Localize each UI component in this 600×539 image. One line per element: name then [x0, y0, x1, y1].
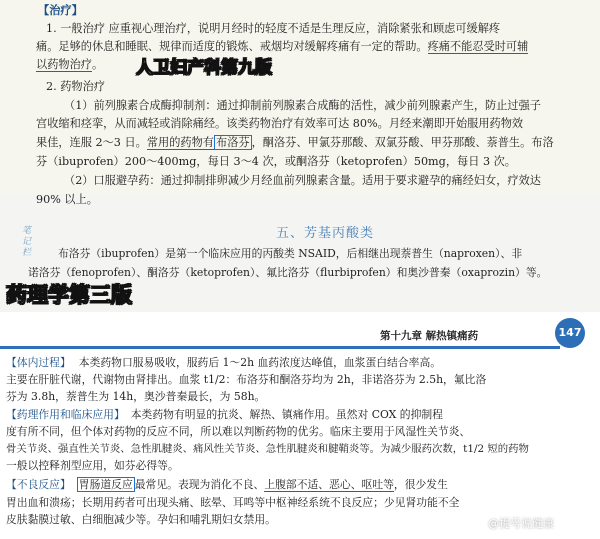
paragraph-line: [36, 136, 554, 150]
paragraph-line: 度有所不同，但个体对药物的反应不同，所以难以判断药物的优劣。临床主要用于风湿性关节炎、: [6, 425, 471, 438]
chapter-header: 第十九章 解热镇痛药: [380, 330, 479, 342]
paragraph-line: 芬为 3.8h，萘普生为 14h，奥沙普秦最长，为 58h。: [6, 390, 266, 403]
paragraph-line: （2）口服避孕药：通过抑制排卵减少月经血前列腺素含量。适用于要求避孕的痛经妇女，疗效达: [64, 174, 541, 187]
paragraph-line: （1）前列腺素合成酶抑制剂：通过抑制前列腺素合成酶的活性，减少前列腺素产生，防止过强子: [64, 99, 541, 112]
treatment-heading: 【治疗】: [38, 3, 83, 17]
paragraph-line: 90% 以上。: [36, 193, 98, 206]
paragraph-text: 果佳，连服 2～3 日。: [36, 136, 147, 149]
highlighted-text: 疼痛不能忍受时可辅: [427, 40, 529, 53]
highlighted-text: 常用的药物有: [146, 136, 214, 149]
paragraph-line: [6, 478, 448, 492]
paragraph-text: ，酮洛芬、甲氯芬那酸、双氯芬酸、甲芬那酸、萘普生。布洛: [251, 136, 554, 149]
notes-column-label: 笔记栏: [22, 226, 32, 258]
boxed-term: 胃肠道反应: [78, 478, 133, 491]
general-treatment-line: [46, 22, 500, 36]
paragraph-line: [6, 356, 441, 370]
section-title: 五、芳基丙酸类: [276, 226, 375, 241]
section-tag: 【体内过程】: [6, 356, 71, 369]
watermark: @提号说健康: [488, 517, 554, 530]
paragraph-line: 胃出血和溃疡；长期用药者可出现头痛、眩晕、耳鸣等中枢神经系统不良反应；少见肾功能不全: [6, 496, 460, 509]
paragraph-line: 主要在肝脏代谢，代谢物由肾排出。血浆 t1/2：布洛芬和酮洛芬均为 2h，非诺洛芬为 2.5h，氟比洛: [6, 373, 487, 386]
section-tag: 【不良反应】: [6, 478, 71, 491]
paragraph-line: [36, 40, 528, 54]
antipyretic-chapter-excerpt: [0, 312, 600, 539]
section-tag: 【药理作用和临床应用】: [6, 408, 125, 421]
pharmacology-textbook-excerpt: [0, 194, 600, 312]
paragraph-line: 皮肤黏膜过敏、白细胞减少等。孕妇和哺乳期妇女禁用。: [6, 513, 276, 526]
paragraph-text: 。: [91, 58, 104, 71]
paragraph-line: [36, 58, 103, 72]
gynecology-textbook-excerpt: [0, 0, 600, 194]
highlighted-text: 上腹部不适、恶心、呕吐等: [264, 478, 394, 491]
header-rule: [0, 346, 560, 349]
general-treatment-title: 一般治疗: [60, 22, 105, 35]
drug-treatment-heading: 2. 药物治疗: [46, 80, 105, 93]
paragraph-line: 布洛芬（ibuprofen）是第一个临床应用的丙酸类 NSAID，后相继出现萘普生（naproxen）、非: [58, 247, 523, 260]
item-number: 1.: [46, 22, 61, 35]
source-label-pharmacology: 药理学第三版: [6, 283, 132, 307]
paragraph-line: 宫收缩和痉挛，从而减轻或消除痛经。该类药物治疗有效率可达 80%。月经来潮即开始服用药物效: [36, 117, 524, 130]
paragraph-text: ，很少发生: [393, 478, 448, 491]
paragraph-text: 痛。足够的休息和睡眠、规律而适度的锻炼、戒烟均对缓解疼痛有一定的帮助。: [36, 40, 428, 53]
boxed-drug-name: 布洛芬: [216, 136, 250, 149]
paragraph-line: 一般以控释剂型应用，如芬必得等。: [6, 459, 179, 472]
paragraph-text: 本类药物有明显的抗炎、解热、镇痛作用。虽然对 COX 的抑制程: [130, 408, 443, 421]
highlighted-text: 以药物治疗: [36, 58, 92, 71]
paragraph-text: 本类药物口服易吸收，服药后 1～2h 血药浓度达峰值，血浆蛋白结合率高。: [78, 356, 442, 369]
page-number-badge: 147: [555, 318, 585, 348]
paragraph-line: 诺洛芬（fenoprofen）、酮洛芬（ketoprofen）、氟比洛芬（flurbiprofen）和奥沙普秦（oxaprozin）等。: [28, 266, 548, 279]
general-treatment-text: 应重视心理治疗，说明月经时的轻度不适是生理反应，消除紧张和顾虑可缓解疼: [105, 22, 501, 35]
paragraph-text: 最常见。表现为消化不良、: [134, 478, 265, 491]
paragraph-line: [6, 408, 443, 422]
paragraph-line: 骨关节炎、强直性关节炎、急性肌腱炎、痛风性关节炎、急性肌腱炎和腱鞘炎等。为减少服药次数，t1/2 短的药物: [6, 443, 529, 455]
source-label-gynecology: 人卫妇产科第九版: [136, 58, 272, 78]
paragraph-line: 芬（ibuprofen）200～400mg，每日 3～4 次，或酮洛芬（ketoprofen）50mg，每日 3 次。: [36, 155, 516, 168]
